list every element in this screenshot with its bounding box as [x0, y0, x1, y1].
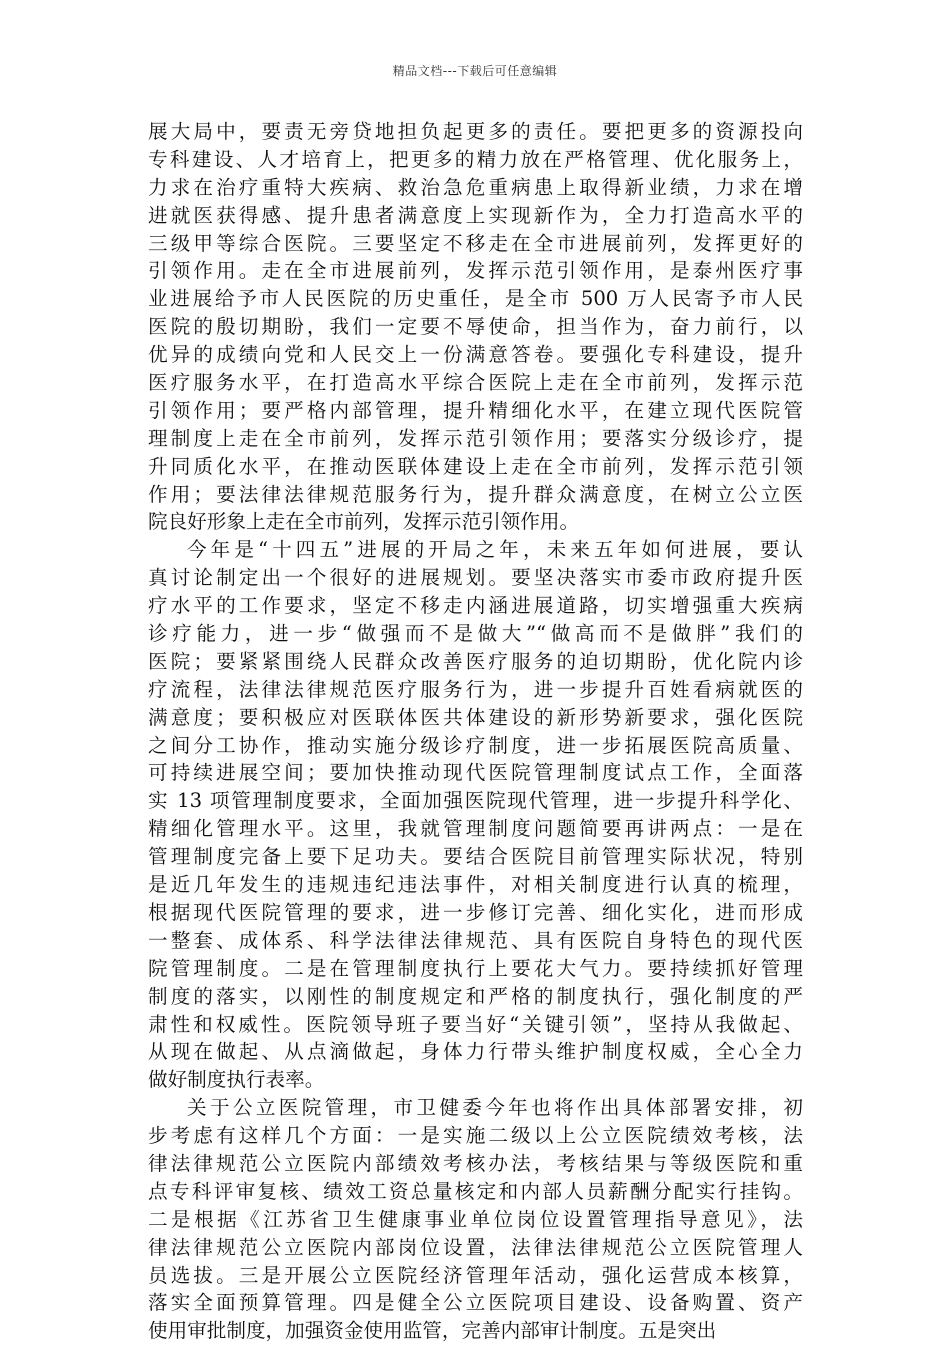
text-line: 力求在治疗重特大疾病、救治急危重病患上取得新业绩，力求在增: [148, 175, 803, 199]
text-line: 院管理制度。二是在管理制度执行上要花大气力。要持续抓好管理: [148, 956, 803, 980]
text-line: 从现在做起、从点滴做起，身体力行带头维护制度权威，全心全力: [148, 1040, 803, 1064]
text-line: 作用；要法律法律规范服务行为，提升群众满意度，在树立公立医: [148, 482, 803, 506]
document-body: [148, 118, 803, 1345]
text-line: 律法律规范公立医院内部岗位设置，法律法律规范公立医院管理人: [148, 1235, 803, 1259]
text-line: 医院的殷切期盼，我们一定要不辱使命，担当作为，奋力前行，以: [148, 315, 803, 339]
text-line: 三级甲等综合医院。三要坚定不移走在全市进展前列，发挥更好的: [148, 231, 803, 255]
text-line: 肃性和权威性。医院领导班子要当好“关键引领”，坚持从我做起、: [148, 1012, 803, 1036]
text-line: 专科建设、人才培育上，把更多的精力放在严格管理、优化服务上，: [148, 147, 803, 171]
text-line: 可持续进展空间；要加快推动现代医院管理制度试点工作，全面落: [148, 761, 803, 785]
text-line: 理制度上走在全市前列，发挥示范引领作用；要落实分级诊疗，提: [148, 426, 803, 450]
text-line: 落实全面预算管理。四是健全公立医院项目建设、设备购置、资产: [148, 1291, 803, 1315]
paragraph: [148, 118, 803, 536]
text-line: 之间分工协作，推动实施分级诊疗制度，进一步拓展医院高质量、: [148, 733, 803, 757]
text-line: 医院；要紧紧围绕人民群众改善医疗服务的迫切期盼，优化院内诊: [148, 649, 803, 673]
text-line: 真讨论制定出一个很好的进展规划。要坚决落实市委市政府提升医: [148, 566, 803, 590]
text-line: 点专科评审复核、绩效工资总量核定和内部人员薪酬分配实行挂钩。: [148, 1179, 803, 1203]
text-line: 律法律规范公立医院内部绩效考核办法，考核结果与等级医院和重: [148, 1151, 803, 1175]
text-line: 做好制度执行表率。: [148, 1068, 325, 1092]
text-line: 是近几年发生的违规违纪违法事件，对相关制度进行认真的梳理，: [148, 873, 803, 897]
text-line: 使用审批制度，加强资金使用监管，完善内部审计制度。五是突出: [148, 1319, 717, 1343]
text-line: 院良好形象上走在全市前列，发挥示范引领作用。: [148, 510, 580, 534]
text-line: 实 13 项管理制度要求，全面加强医院现代管理，进一步提升科学化、: [148, 789, 803, 813]
text-line: 制度的落实，以刚性的制度规定和严格的制度执行，强化制度的严: [148, 984, 803, 1008]
text-line: 业进展给予市人民医院的历史重任，是全市 500 万人民寄予市人民: [148, 287, 803, 311]
text-line: 管理制度完备上要下足功夫。要结合医院目前管理实际状况，特别: [148, 845, 803, 869]
text-line: 精细化管理水平。这里，我就管理制度问题简要再讲两点：一是在: [148, 817, 803, 841]
text-line: 满意度；要积极应对医联体医共体建设的新形势新要求，强化医院: [148, 705, 803, 729]
text-line: 员选拔。三是开展公立医院经济管理年活动，强化运营成本核算，: [148, 1263, 803, 1287]
text-line: 疗水平的工作要求，坚定不移走内涵进展道路，切实增强重大疾病: [148, 594, 803, 618]
text-line: 一整套、成体系、科学法律法律规范、具有医院自身特色的现代医: [148, 928, 803, 952]
text-line: 引领作用。走在全市进展前列，发挥示范引领作用，是泰州医疗事: [148, 259, 803, 283]
text-line: 诊疗能力，进一步“做强而不是做大”“做高而不是做胖”我们的: [148, 622, 803, 646]
text-line: 步考虑有这样几个方面：一是实施二级以上公立医院绩效考核，法: [148, 1124, 803, 1148]
text-line: 关于公立医院管理，市卫健委今年也将作出具体部署安排，初: [187, 1096, 803, 1120]
text-line: 升同质化水平，在推动医联体建设上走在全市前列，发挥示范引领: [148, 454, 803, 478]
text-line: 引领作用；要严格内部管理，提升精细化水平，在建立现代医院管: [148, 398, 803, 422]
text-line: 二是根据《江苏省卫生健康事业单位岗位设置管理指导意见》，法: [148, 1207, 803, 1231]
text-line: 根据现代医院管理的要求，进一步修订完善、细化实化，进而形成: [148, 900, 803, 924]
paragraph: [148, 1094, 803, 1345]
text-line: 进就医获得感、提升患者满意度上实现新作为，全力打造高水平的: [148, 203, 803, 227]
text-line: 疗流程，法律法律规范医疗服务行为，进一步提升百姓看病就医的: [148, 677, 803, 701]
page-header: 精品文档---下载后可任意编辑: [392, 64, 558, 78]
text-line: 优异的成绩向党和人民交上一份满意答卷。要强化专科建设，提升: [148, 343, 803, 367]
text-line: 医疗服务水平，在打造高水平综合医院上走在全市前列，发挥示范: [148, 371, 803, 395]
paragraph: [148, 536, 803, 1094]
text-line: 今年是“十四五”进展的开局之年，未来五年如何进展，要认: [187, 538, 803, 562]
text-line: 展大局中，要责无旁贷地担负起更多的责任。要把更多的资源投向: [148, 120, 803, 143]
